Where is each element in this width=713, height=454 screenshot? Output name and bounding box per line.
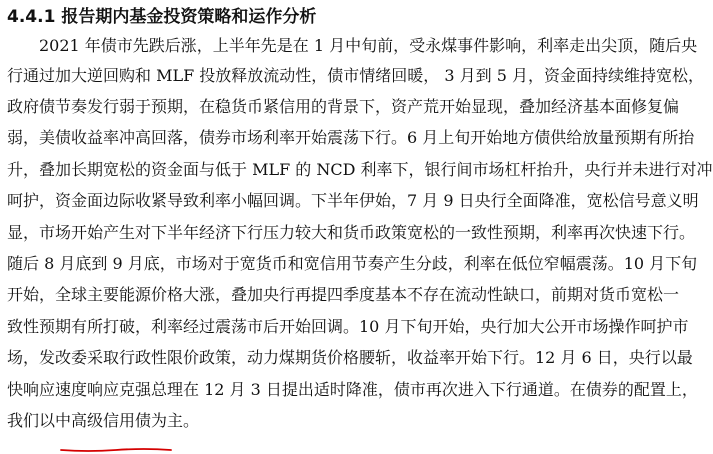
body-line-10: 致性预期有所打破，利率经过震荡市后开始回调。10 月下旬开始，央行加大公开市场操作呵护市 [7,317,689,336]
body-line-4: 弱，美债收益率冲高回落，债券市场利率开始震荡下行。6 月上旬开始地方债供给放量预期有所抬 [7,128,695,147]
body-line-3: 政府债节奏发行弱于预期，在稳货币紧信用的背景下，资产荒开始显现，叠加经济基本面修复偏 [7,97,680,116]
body-line-13: 我们以中高级信用债为主。 [7,411,200,430]
body-line-5: 升，叠加长期宽松的资金面与低于 MLF 的 NCD 利率下，银行间市场杠杆抬升，央行并未进行对冲 [7,160,713,179]
body-line-9: 开始，全球主要能源价格大涨，叠加央行再提四季度基本不存在流动性缺口，前期对货币宽松一 [7,285,680,304]
underline-stroke [61,449,171,451]
body-line-1: 2021 年债市先跌后涨，上半年先是在 1 月中旬前，受永煤事件影响，利率走出尖顶，随后央 [7,36,698,55]
section-heading [7,6,316,28]
section-number: 4.4.1 [7,7,56,27]
body-line-12: 快响应速度响应克强总理在 12 月 3 日提出适时降准，债市再次进入下行通道。在债券的配置上， [7,380,698,399]
body-line-8: 随后 8 月底到 9 月底，市场对于宽货币和宽信用节奏产生分歧，利率在低位窄幅震荡。10 月下旬 [7,254,698,273]
body-line-6: 呵护，资金面边际收紧导致利率小幅回调。下半年伊始，7 月 9 日央行全面降准，宽松信号意义明 [7,191,699,210]
section-title: 报告期内基金投资策略和运作分析 [61,7,317,27]
red-underline-annotation [60,447,172,453]
body-line-7: 显，市场开始产生对下半年经济下行压力较大和货币政策宽松的一致性预期，利率再次快速下行。 [7,223,696,242]
body-line-11: 场，发改委采取行政性限价政策，动力煤期货价格腰斩，收益率开始下行。12 月 6 日，央行以最 [7,348,693,367]
body-line-2: 行通过加大逆回购和 MLF 投放释放流动性，债市情绪回暖， 3 月到 5 月，资金面持续维持宽松， [7,66,704,85]
